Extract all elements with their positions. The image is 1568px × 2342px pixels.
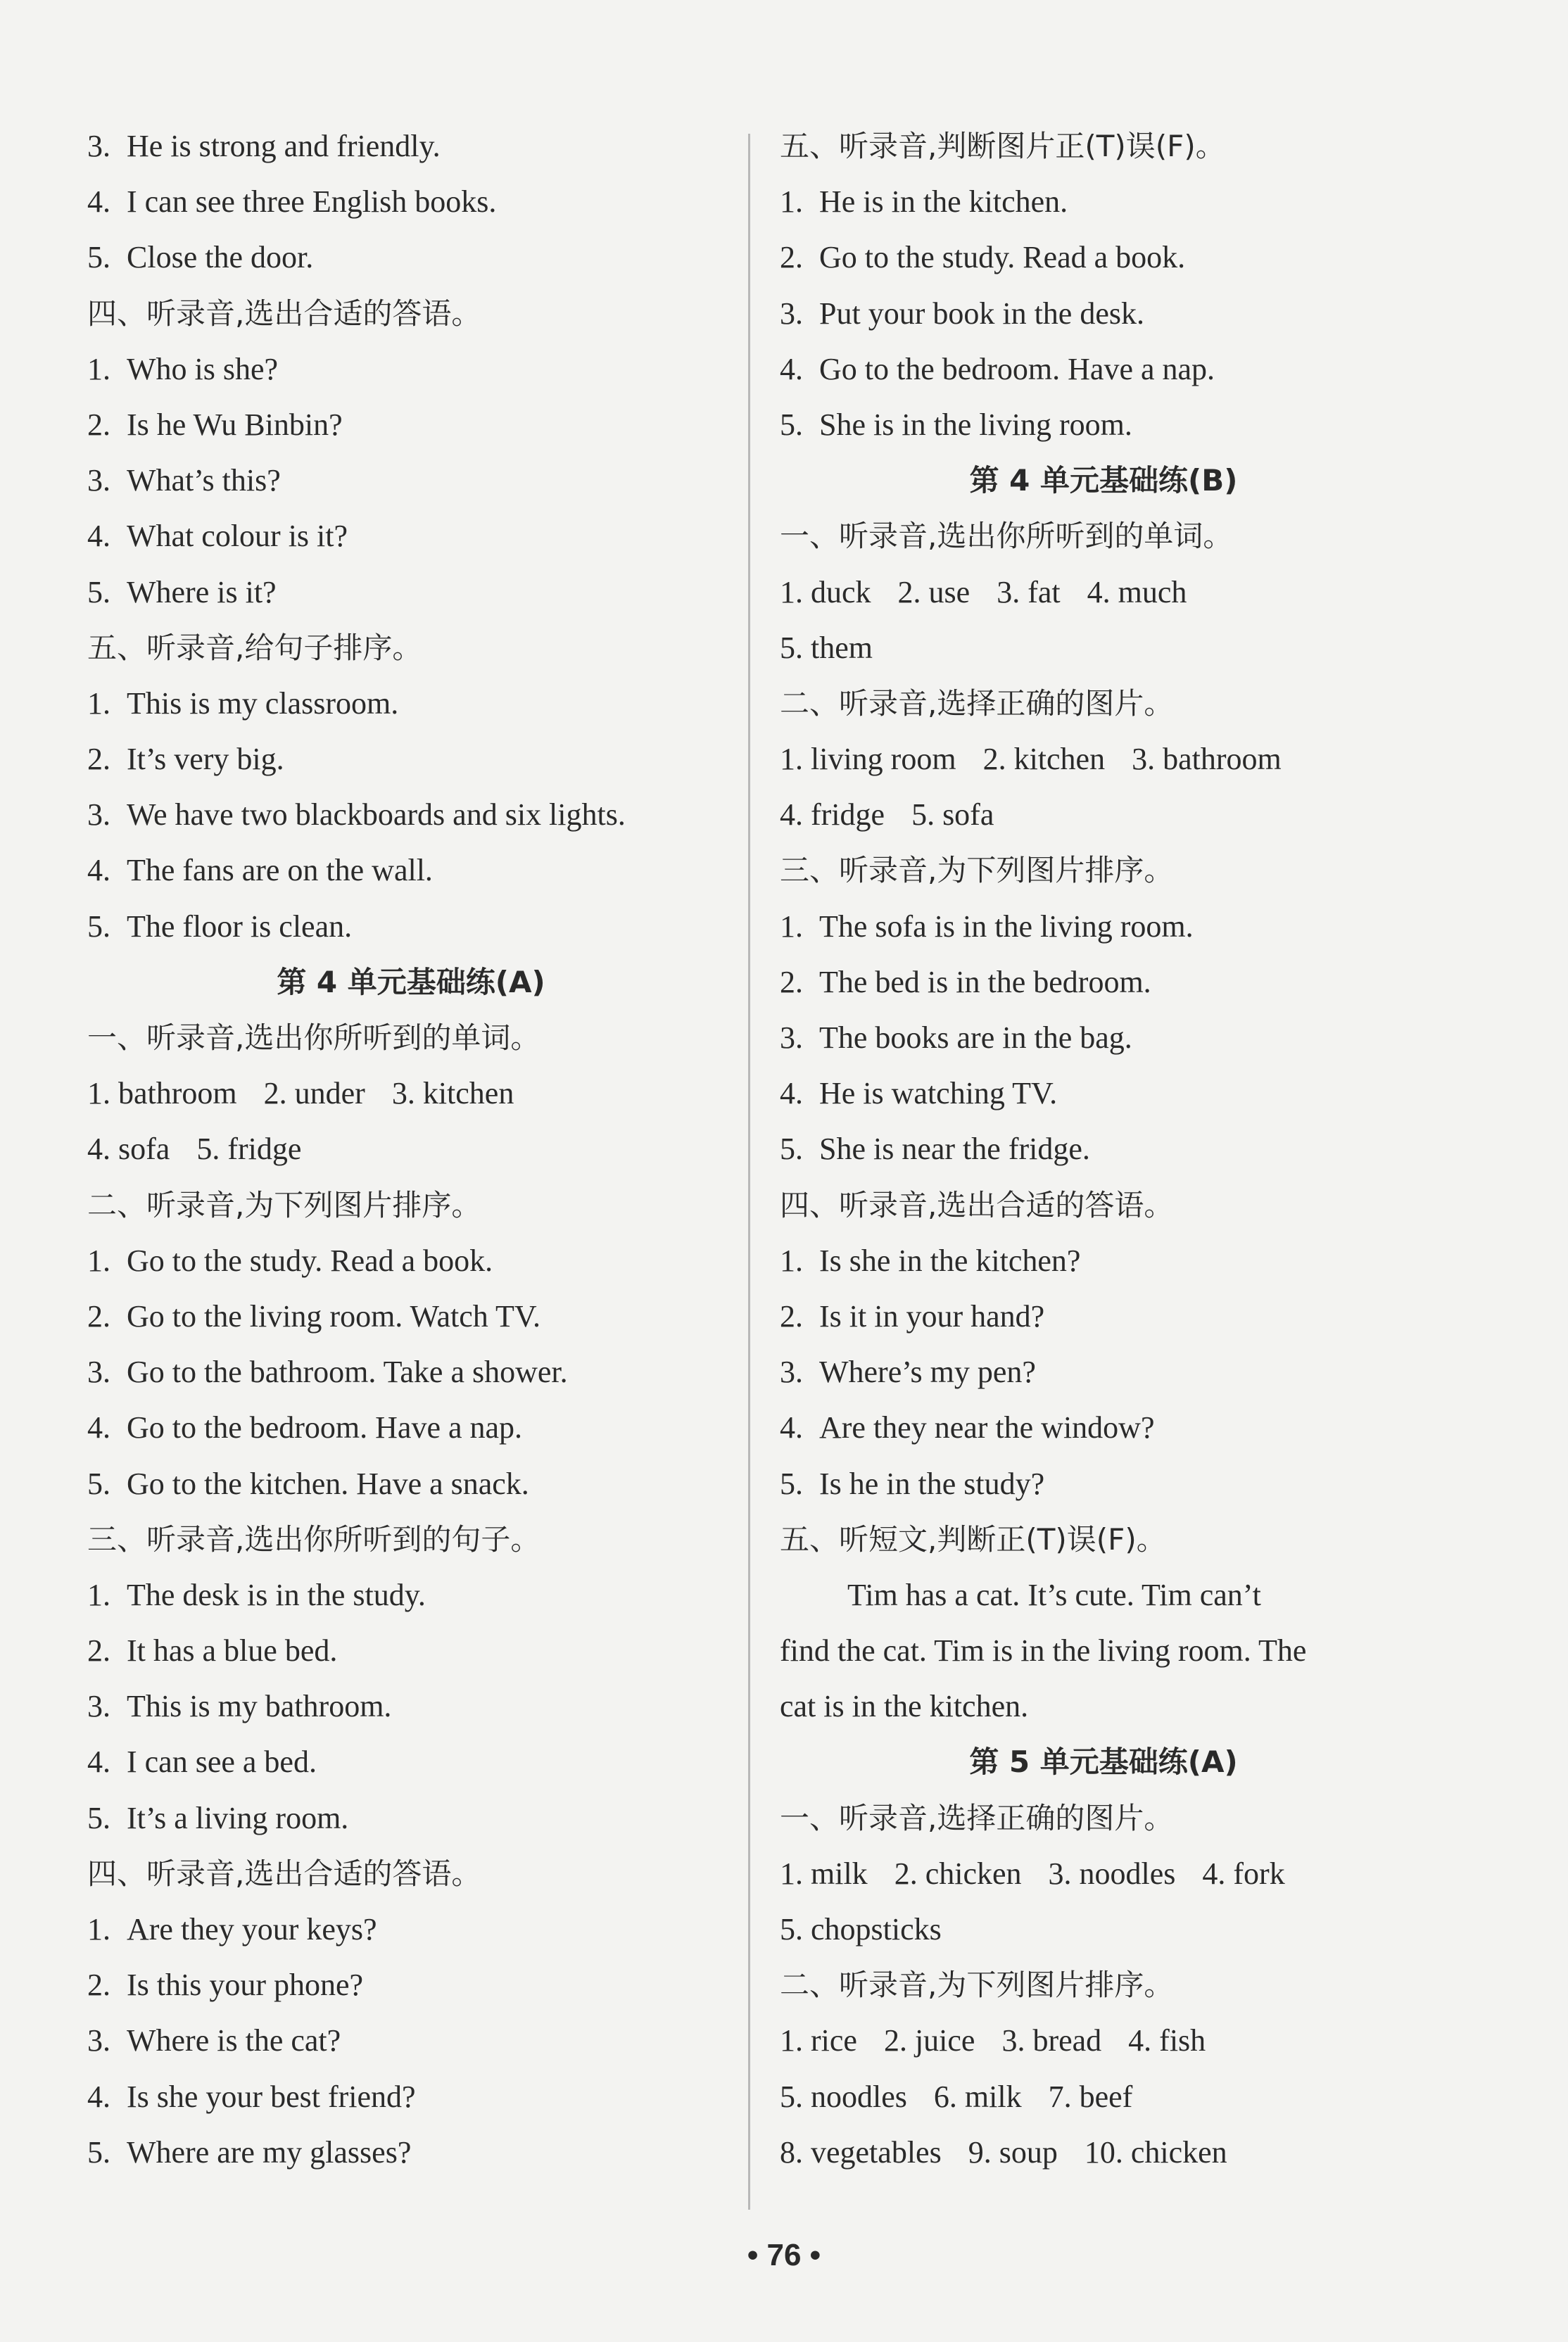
word-item: 1. duck (780, 574, 871, 609)
item-text: Is this your phone? (127, 1968, 364, 2003)
item-number: 3. (87, 129, 110, 163)
column-divider (748, 134, 750, 2210)
item-number: 1. (87, 351, 110, 386)
item-number: 3. (780, 1355, 803, 1390)
item-text: Where is it? (127, 574, 277, 609)
word-item: 2. use (897, 574, 970, 609)
word-item: 5. them (780, 630, 873, 665)
item-text: This is my classroom. (127, 685, 399, 721)
item-text: It’s very big. (127, 742, 284, 777)
word-item: 4. fridge (780, 797, 885, 833)
left-column (87, 118, 735, 2180)
list-item (87, 1400, 735, 1455)
item-number: 1. (87, 1912, 110, 1947)
list-item (780, 954, 1427, 1010)
item-text: The floor is clean. (127, 909, 353, 944)
item-number: 5. (87, 574, 110, 609)
item-text: Is he in the study? (819, 1466, 1045, 1501)
word-list (780, 2125, 1427, 2180)
word-item: 10. chicken (1084, 2134, 1227, 2170)
item-number: 2. (87, 1968, 110, 2003)
unit-title: 第 4 单元基础练(B) (969, 463, 1238, 498)
item-text: Where’s my pen? (819, 1355, 1036, 1390)
item-text: Go to the kitchen. Have a snack. (127, 1466, 529, 1501)
list-item (780, 1121, 1427, 1177)
word-item: 5. sofa (911, 797, 994, 833)
item-text: He is in the kitchen. (819, 184, 1068, 220)
item-number: 5. (87, 1800, 110, 1835)
item-text: The books are in the bag. (819, 1020, 1132, 1055)
paragraph-line: Tim has a cat. It’s cute. Tim can’t (847, 1577, 1261, 1612)
item-number: 2. (780, 240, 803, 275)
item-text: The bed is in the bedroom. (819, 964, 1151, 999)
section-heading: 四、听录音,选出合适的答语。 (780, 1187, 1174, 1222)
section-heading: 一、听录音,选出你所听到的单词。 (780, 519, 1233, 554)
list-item (87, 508, 735, 564)
list-item (87, 1901, 735, 1957)
word-item: 5. noodles (780, 2079, 907, 2114)
item-text: He is strong and friendly. (127, 129, 441, 163)
item-number: 4. (87, 2079, 110, 2114)
list-item (87, 731, 735, 787)
item-text: It’s a living room. (127, 1800, 349, 1835)
item-number: 3. (87, 1355, 110, 1390)
right-column (780, 118, 1427, 2180)
list-item (87, 229, 735, 285)
item-text: She is near the fridge. (819, 1132, 1090, 1167)
word-item: 1. bathroom (87, 1076, 237, 1111)
list-item (87, 676, 735, 731)
word-item: 4. sofa (87, 1132, 170, 1167)
list-item (87, 2013, 735, 2068)
section-heading: 二、听录音,选择正确的图片。 (780, 685, 1174, 721)
item-number: 5. (87, 909, 110, 944)
word-list (780, 2069, 1427, 2125)
list-item (87, 174, 735, 229)
item-text: What’s this? (127, 463, 281, 498)
item-text: I can see three English books. (127, 184, 497, 220)
list-item (87, 842, 735, 898)
word-list (780, 731, 1427, 787)
word-item: 2. under (263, 1076, 365, 1111)
word-item: 7. beef (1048, 2079, 1133, 2114)
list-item (87, 2125, 735, 2180)
section-heading: 四、听录音,选出合适的答语。 (87, 296, 481, 331)
item-text: Go to the study. Read a book. (127, 1243, 493, 1278)
item-text: Go to the living room. Watch TV. (127, 1298, 540, 1334)
item-number: 4. (780, 351, 803, 386)
list-item (780, 1010, 1427, 1065)
item-text: Put your book in the desk. (819, 296, 1144, 331)
word-item: 4. fish (1128, 2023, 1206, 2058)
word-list (780, 564, 1427, 620)
item-text: Is he Wu Binbin? (127, 407, 343, 442)
word-list (780, 620, 1427, 676)
list-item (87, 1456, 735, 1512)
item-number: 5. (87, 240, 110, 275)
paragraph-line: cat is in the kitchen. (780, 1689, 1029, 1724)
section-heading: 一、听录音,选择正确的图片。 (780, 1800, 1174, 1835)
item-text: Who is she? (127, 351, 279, 386)
list-item (87, 1790, 735, 1846)
item-number: 5. (87, 2134, 110, 2170)
word-item: 4. fork (1202, 1856, 1285, 1891)
section-heading: 五、听短文,判断正(T)误(F)。 (780, 1521, 1166, 1557)
item-text: We have two blackboards and six lights. (127, 797, 626, 833)
list-item (87, 899, 735, 954)
unit-title: 第 4 单元基础练(A) (277, 964, 545, 999)
list-item (87, 341, 735, 397)
list-item (780, 1456, 1427, 1512)
list-item (780, 1344, 1427, 1400)
word-item: 3. fat (997, 574, 1061, 609)
item-text: Go to the bedroom. Have a nap. (127, 1410, 523, 1445)
list-item (780, 1289, 1427, 1344)
list-item (87, 787, 735, 842)
list-item (87, 1289, 735, 1344)
list-item (87, 452, 735, 508)
item-text: The desk is in the study. (127, 1577, 426, 1612)
list-item (87, 397, 735, 452)
section-heading: 三、听录音,为下列图片排序。 (780, 853, 1174, 888)
item-number: 3. (87, 463, 110, 498)
item-number: 2. (87, 1633, 110, 1669)
item-text: Go to the study. Read a book. (819, 240, 1186, 275)
word-item: 5. chopsticks (780, 1912, 942, 1947)
item-text: Is she in the kitchen? (819, 1243, 1081, 1278)
word-item: 5. fridge (196, 1132, 302, 1167)
list-item (780, 1065, 1427, 1121)
item-number: 2. (87, 1298, 110, 1334)
item-text: What colour is it? (127, 519, 348, 554)
item-number: 5. (780, 1132, 803, 1167)
item-number: 4. (87, 853, 110, 888)
item-number: 4. (87, 1745, 110, 1780)
word-item: 2. kitchen (982, 742, 1106, 777)
item-number: 4. (780, 1410, 803, 1445)
item-text: The fans are on the wall. (127, 853, 433, 888)
word-item: 3. noodles (1048, 1856, 1176, 1891)
word-item: 8. vegetables (780, 2134, 942, 2170)
list-item (780, 1400, 1427, 1455)
list-item (780, 174, 1427, 229)
item-number: 3. (87, 1689, 110, 1724)
list-item (780, 899, 1427, 954)
item-text: This is my bathroom. (127, 1689, 392, 1724)
list-item (87, 118, 735, 174)
word-item: 1. living room (780, 742, 956, 777)
list-item (780, 229, 1427, 285)
section-heading: 一、听录音,选出你所听到的单词。 (87, 1020, 540, 1055)
word-list (780, 1901, 1427, 1957)
item-text: I can see a bed. (127, 1745, 317, 1780)
word-item: 6. milk (933, 2079, 1022, 2114)
item-number: 1. (87, 685, 110, 721)
list-item (780, 1233, 1427, 1289)
item-number: 1. (780, 1243, 803, 1278)
unit-title: 第 5 单元基础练(A) (969, 1745, 1238, 1780)
item-text: Where are my glasses? (127, 2134, 412, 2170)
list-item (87, 1734, 735, 1790)
list-item (87, 564, 735, 620)
list-item (87, 1623, 735, 1678)
item-number: 4. (87, 184, 110, 220)
item-text: Close the door. (127, 240, 314, 275)
word-item: 3. kitchen (391, 1076, 514, 1111)
item-number: 3. (780, 1020, 803, 1055)
word-list (780, 2013, 1427, 2068)
word-list (87, 1121, 735, 1177)
list-item (87, 1957, 735, 2013)
item-number: 4. (780, 1076, 803, 1111)
word-item: 2. chicken (894, 1856, 1022, 1891)
item-text: Go to the bathroom. Take a shower. (127, 1355, 568, 1390)
item-number: 3. (87, 797, 110, 833)
section-heading: 四、听录音,选出合适的答语。 (87, 1856, 481, 1891)
page-number: • 76 • (747, 2238, 821, 2272)
item-text: Go to the bedroom. Have a nap. (819, 351, 1215, 386)
word-item: 3. bread (1001, 2023, 1102, 2058)
section-heading: 五、听录音,判断图片正(T)误(F)。 (780, 129, 1225, 163)
paragraph-line: find the cat. Tim is in the living room. The (780, 1633, 1307, 1669)
item-number: 4. (87, 519, 110, 554)
item-text: She is in the living room. (819, 407, 1132, 442)
word-item: 4. much (1087, 574, 1187, 609)
word-list (780, 787, 1427, 842)
section-heading: 五、听录音,给句子排序。 (87, 630, 422, 665)
item-text: The sofa is in the living room. (819, 909, 1194, 944)
item-number: 4. (87, 1410, 110, 1445)
list-item (87, 1678, 735, 1734)
item-text: Where is the cat? (127, 2023, 341, 2058)
word-item: 3. bathroom (1132, 742, 1282, 777)
word-item: 2. juice (883, 2023, 975, 2058)
section-heading: 二、听录音,为下列图片排序。 (87, 1187, 481, 1222)
item-text: Are they near the window? (819, 1410, 1155, 1445)
item-number: 2. (87, 742, 110, 777)
item-number: 5. (87, 1466, 110, 1501)
list-item (780, 341, 1427, 397)
word-list (87, 1065, 735, 1121)
list-item (87, 1567, 735, 1623)
list-item (87, 2069, 735, 2125)
item-text: Is it in your hand? (819, 1298, 1045, 1334)
list-item (780, 286, 1427, 341)
item-number: 1. (780, 184, 803, 220)
item-text: It has a blue bed. (127, 1633, 338, 1669)
word-item: 9. soup (968, 2134, 1058, 2170)
item-text: Are they your keys? (127, 1912, 377, 1947)
item-text: Is she your best friend? (127, 2079, 416, 2114)
section-heading: 三、听录音,选出你所听到的句子。 (87, 1521, 540, 1557)
word-item: 1. milk (780, 1856, 868, 1891)
section-heading: 二、听录音,为下列图片排序。 (780, 1968, 1174, 2003)
list-item (87, 1233, 735, 1289)
list-item (87, 1344, 735, 1400)
word-list (780, 1846, 1427, 1901)
item-number: 5. (780, 1466, 803, 1501)
item-number: 1. (87, 1243, 110, 1278)
item-number: 1. (780, 909, 803, 944)
item-number: 2. (87, 407, 110, 442)
item-number: 3. (780, 296, 803, 331)
list-item (780, 397, 1427, 452)
word-item: 1. rice (780, 2023, 857, 2058)
item-number: 5. (780, 407, 803, 442)
item-number: 2. (780, 1298, 803, 1334)
item-number: 2. (780, 964, 803, 999)
item-number: 1. (87, 1577, 110, 1612)
item-number: 3. (87, 2023, 110, 2058)
item-text: He is watching TV. (819, 1076, 1058, 1111)
